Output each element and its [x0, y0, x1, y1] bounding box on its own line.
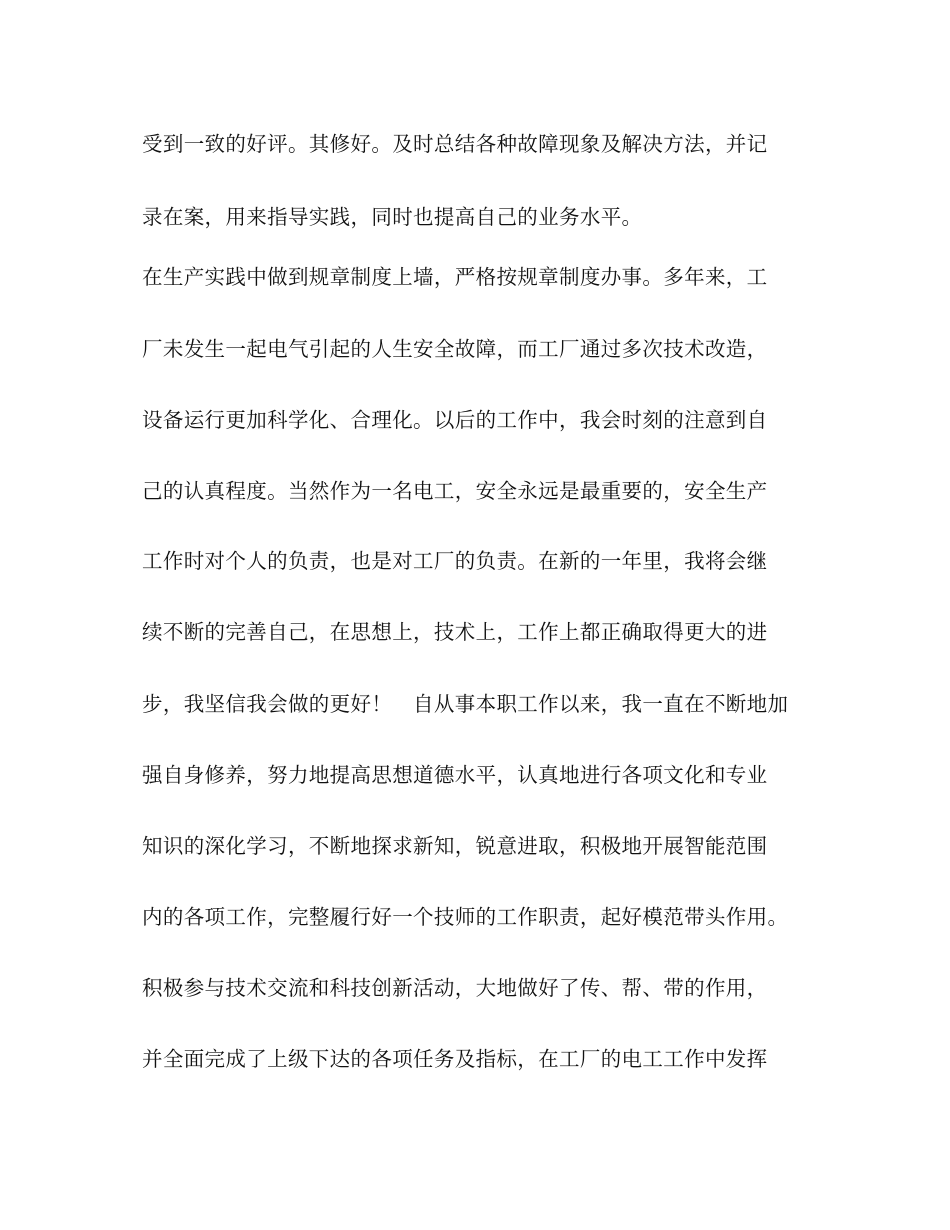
text-line: 己的认真程度。当然作为一名电工，安全永远是最重要的，安全生产 [142, 479, 768, 503]
text-line: 内的各项工作，完整履行好一个技师的工作职责，起好模范带头作用。 [142, 905, 789, 929]
text-line: 在生产实践中做到规章制度上墙，严格按规章制度办事。多年来，工 [142, 265, 768, 289]
text-line: 续不断的完善自己，在思想上，技术上，工作上都正确取得更大的进 [142, 620, 768, 644]
text-line: 并全面完成了上级下达的各项任务及指标，在工厂的电工工作中发挥 [142, 1047, 768, 1071]
text-line: 知识的深化学习，不断地探求新知，锐意进取，积极地开展智能范围 [142, 834, 768, 858]
text-line: 录在案，用来指导实践，同时也提高自己的业务水平。 [142, 205, 643, 229]
text-line: 设备运行更加科学化、合理化。以后的工作中，我会时刻的注意到自 [142, 408, 768, 432]
text-line: 强自身修养，努力地提高思想道德水平，认真地进行各项文化和专业 [142, 763, 768, 787]
text-line: 步，我坚信我会做的更好！ 自从事本职工作以来，我一直在不断地加 [142, 692, 789, 716]
text-line: 积极参与技术交流和科技创新活动，大地做好了传、帮、带的作用， [142, 976, 768, 1000]
text-line: 厂未发生一起电气引起的人生安全故障，而工厂通过多次技术改造， [142, 337, 768, 361]
text-line: 受到一致的好评。其修好。及时总结各种故障现象及解决方法，并记 [142, 132, 768, 156]
text-line: 工作时对个人的负责，也是对工厂的负责。在新的一年里，我将会继 [142, 549, 768, 573]
